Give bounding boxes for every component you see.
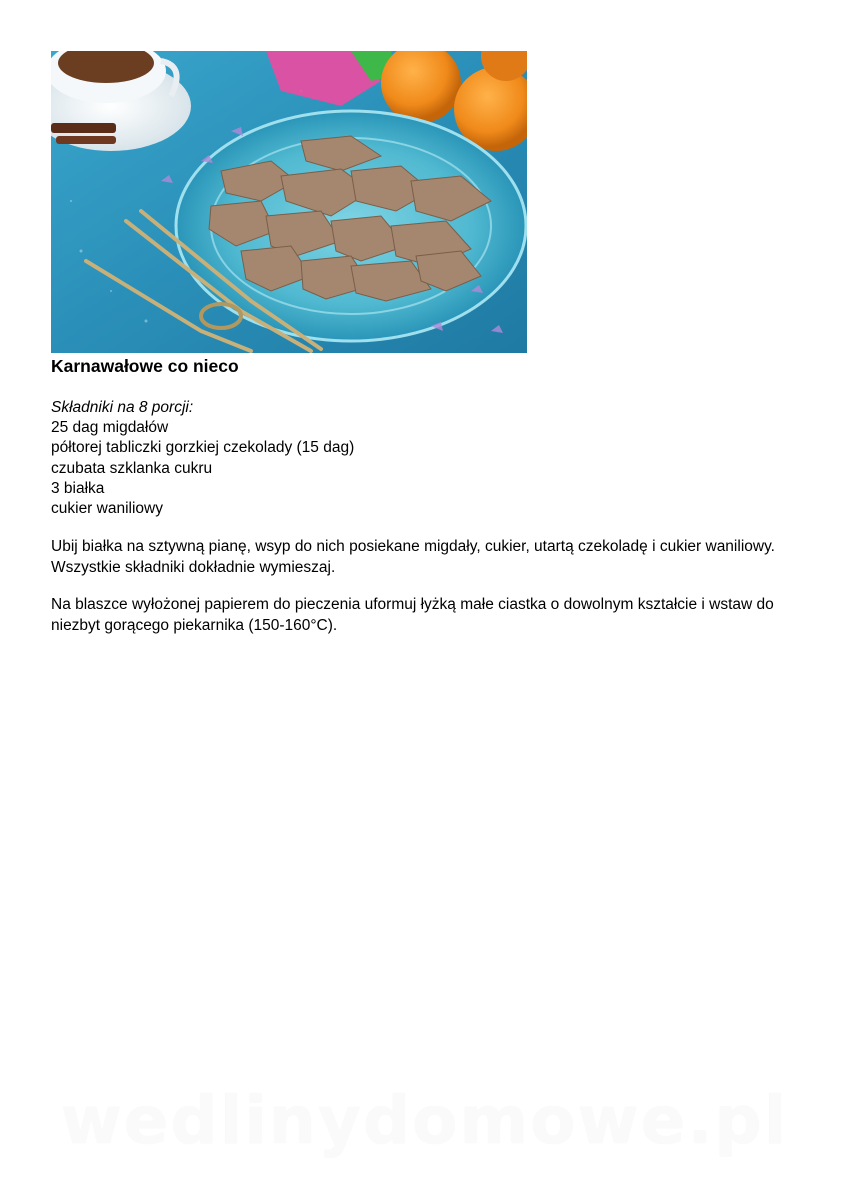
ingredient-item: 3 białka: [51, 479, 105, 497]
ingredient-item: 25 dag migdałów: [51, 419, 169, 437]
instruction-paragraph: Ubij białka na sztywną pianę, wsyp do nich posiekane migdały, cukier, utartą czekoladę i cukier waniliowy. Wszystkie składniki dokładnie wymieszaj.: [51, 538, 775, 576]
ingredients-list: [51, 398, 354, 519]
recipe-title: Karnawałowe co nieco: [51, 356, 239, 376]
ingredient-item: półtorej tabliczki gorzkiej czekolady (15 dag): [51, 439, 355, 457]
food-photo-icon: [51, 51, 527, 353]
instruction-paragraph: Na blaszce wyłożonej papierem do pieczenia uformuj łyżką małe ciastka o dowolnym kształcie i wstaw do niezbyt gorącego piekarnika (150-160°C).: [51, 596, 774, 634]
ingredient-item: cukier waniliowy: [51, 500, 163, 518]
ingredient-item: czubata szklanka cukru: [51, 459, 213, 477]
ingredients-heading: Składniki na 8 porcji:: [51, 399, 194, 416]
watermark: wedlinydomowe.pl: [60, 1082, 789, 1159]
recipe-photo: [51, 51, 527, 353]
